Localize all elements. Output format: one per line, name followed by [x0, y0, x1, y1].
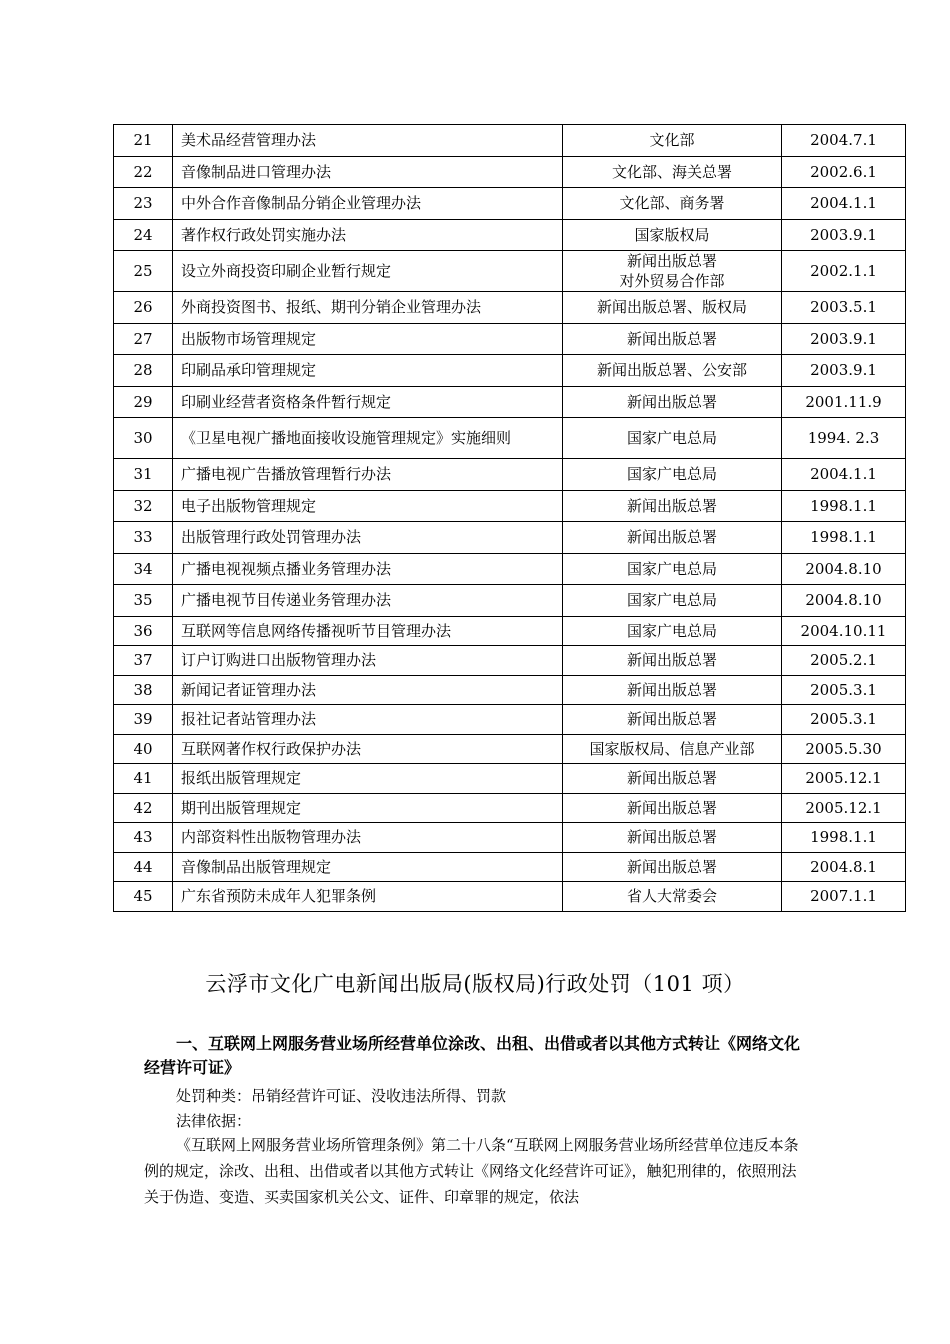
effective-date-cell: 1998.1.1 — [782, 823, 906, 853]
row-number-cell: 42 — [114, 793, 173, 823]
effective-date-cell: 2003.9.1 — [782, 355, 906, 387]
table-row — [114, 418, 906, 459]
table-row — [114, 323, 906, 355]
table-row — [114, 882, 906, 912]
issuing-department-cell: 文化部、商务署 — [563, 188, 782, 220]
table-row — [114, 459, 906, 491]
row-number-cell: 35 — [114, 585, 173, 617]
table-row — [114, 616, 906, 646]
table-row — [114, 156, 906, 188]
effective-date-cell: 2004.8.1 — [782, 852, 906, 882]
table-row — [114, 675, 906, 705]
regulation-name-cell: 期刊出版管理规定 — [173, 793, 563, 823]
row-number-cell: 30 — [114, 418, 173, 459]
regulation-name-cell: 出版管理行政处罚管理办法 — [173, 522, 563, 554]
legal-basis-text: 《互联网上网服务营业场所管理条例》第二十八条“互联网上网服务营业场所经营单位违反本条例的规定，涂改、出租、出借或者以其他方式转让《网络文化经营许可证》，触犯刑律的，依照刑法关于伪造、变造、买卖国家机关公文、证件、印章罪的规定，依法 — [144, 1136, 799, 1206]
issuing-department-cell: 新闻出版总署 — [563, 646, 782, 676]
regulation-name-cell: 内部资料性出版物管理办法 — [173, 823, 563, 853]
table-row — [114, 355, 906, 387]
issuing-department-cell: 新闻出版总署 — [563, 323, 782, 355]
table-row — [114, 705, 906, 735]
issuing-department-cell: 国家广电总局 — [563, 459, 782, 491]
row-number-cell: 45 — [114, 882, 173, 912]
table-row — [114, 292, 906, 324]
regulation-name-cell: 广东省预防未成年人犯罪条例 — [173, 882, 563, 912]
row-number-cell: 31 — [114, 459, 173, 491]
table-row — [114, 764, 906, 794]
regulation-name-cell: 音像制品出版管理规定 — [173, 852, 563, 882]
table-row — [114, 585, 906, 617]
effective-date-cell: 2002.1.1 — [782, 251, 906, 292]
table-row — [114, 734, 906, 764]
row-number-cell: 22 — [114, 156, 173, 188]
regulation-name-cell: 广播电视广告播放管理暂行办法 — [173, 459, 563, 491]
table-row — [114, 251, 906, 292]
row-number-cell: 24 — [114, 219, 173, 251]
effective-date-cell: 2004.10.11 — [782, 616, 906, 646]
row-number-cell: 43 — [114, 823, 173, 853]
issuing-department-cell: 国家广电总局 — [563, 418, 782, 459]
row-number-cell: 38 — [114, 675, 173, 705]
regulation-name-cell: 广播电视节目传递业务管理办法 — [173, 585, 563, 617]
effective-date-cell: 2004.1.1 — [782, 459, 906, 491]
effective-date-cell: 1994. 2.3 — [782, 418, 906, 459]
regulation-name-cell: 订户订购进口出版物管理办法 — [173, 646, 563, 676]
issuing-department-cell: 新闻出版总署、公安部 — [563, 355, 782, 387]
row-number-cell: 28 — [114, 355, 173, 387]
effective-date-cell: 1998.1.1 — [782, 522, 906, 554]
penalty-item-heading: 一、互联网上网服务营业场所经营单位涂改、出租、出借或者以其他方式转让《网络文化经营许可证》 — [144, 1034, 801, 1077]
regulation-name-cell: 著作权行政处罚实施办法 — [173, 219, 563, 251]
effective-date-cell: 2005.3.1 — [782, 705, 906, 735]
regulation-name-cell: 中外合作音像制品分销企业管理办法 — [173, 188, 563, 220]
table-row — [114, 852, 906, 882]
effective-date-cell: 2001.11.9 — [782, 386, 906, 418]
regulation-name-cell: 广播电视视频点播业务管理办法 — [173, 553, 563, 585]
table-row — [114, 553, 906, 585]
regulation-name-cell: 报社记者站管理办法 — [173, 705, 563, 735]
effective-date-cell: 2004.8.10 — [782, 585, 906, 617]
regulation-name-cell: 电子出版物管理规定 — [173, 490, 563, 522]
row-number-cell: 37 — [114, 646, 173, 676]
issuing-department-cell: 国家版权局、信息产业部 — [563, 734, 782, 764]
regulations-table — [113, 124, 906, 912]
regulation-name-cell: 美术品经营管理办法 — [173, 125, 563, 157]
issuing-department-cell: 新闻出版总署 — [563, 823, 782, 853]
issuing-department-cell: 新闻出版总署、版权局 — [563, 292, 782, 324]
issuing-department-cell: 国家广电总局 — [563, 553, 782, 585]
effective-date-cell: 2004.1.1 — [782, 188, 906, 220]
table-row — [114, 646, 906, 676]
legal-basis-label: 法律依据： — [176, 1112, 252, 1130]
issuing-department-cell: 新闻出版总署 — [563, 490, 782, 522]
row-number-cell: 26 — [114, 292, 173, 324]
regulation-name-cell: 出版物市场管理规定 — [173, 323, 563, 355]
table-row — [114, 219, 906, 251]
row-number-cell: 34 — [114, 553, 173, 585]
issuing-department-cell: 新闻出版总署 — [563, 675, 782, 705]
row-number-cell: 27 — [114, 323, 173, 355]
row-number-cell: 23 — [114, 188, 173, 220]
regulation-name-cell: 印刷业经营者资格条件暂行规定 — [173, 386, 563, 418]
effective-date-cell: 2003.9.1 — [782, 219, 906, 251]
row-number-cell: 41 — [114, 764, 173, 794]
effective-date-cell: 2002.6.1 — [782, 156, 906, 188]
issuing-department-cell: 新闻出版总署 — [563, 705, 782, 735]
effective-date-cell: 2007.1.1 — [782, 882, 906, 912]
table-row — [114, 125, 906, 157]
issuing-department-cell: 新闻出版总署 对外贸易合作部 — [563, 251, 782, 292]
effective-date-cell: 1998.1.1 — [782, 490, 906, 522]
effective-date-cell: 2005.2.1 — [782, 646, 906, 676]
effective-date-cell: 2003.9.1 — [782, 323, 906, 355]
issuing-department-cell: 新闻出版总署 — [563, 522, 782, 554]
regulation-name-cell: 外商投资图书、报纸、期刊分销企业管理办法 — [173, 292, 563, 324]
regulation-name-cell: 互联网著作权行政保护办法 — [173, 734, 563, 764]
issuing-department-cell: 省人大常委会 — [563, 882, 782, 912]
regulation-name-cell: 设立外商投资印刷企业暂行规定 — [173, 251, 563, 292]
table-row — [114, 522, 906, 554]
regulation-name-cell: 《卫星电视广播地面接收设施管理规定》实施细则 — [173, 418, 563, 459]
effective-date-cell: 2005.12.1 — [782, 764, 906, 794]
effective-date-cell: 2005.12.1 — [782, 793, 906, 823]
row-number-cell: 32 — [114, 490, 173, 522]
effective-date-cell: 2005.3.1 — [782, 675, 906, 705]
row-number-cell: 21 — [114, 125, 173, 157]
row-number-cell: 29 — [114, 386, 173, 418]
regulations-table-body — [114, 125, 906, 912]
issuing-department-cell: 国家广电总局 — [563, 585, 782, 617]
effective-date-cell: 2005.5.30 — [782, 734, 906, 764]
issuing-department-cell: 新闻出版总署 — [563, 764, 782, 794]
effective-date-cell: 2004.7.1 — [782, 125, 906, 157]
penalty-type: 处罚种类：吊销经营许可证、没收违法所得、罚款 — [176, 1087, 507, 1105]
regulation-name-cell: 报纸出版管理规定 — [173, 764, 563, 794]
regulation-name-cell: 新闻记者证管理办法 — [173, 675, 563, 705]
table-row — [114, 386, 906, 418]
regulation-name-cell: 印刷品承印管理规定 — [173, 355, 563, 387]
table-row — [114, 490, 906, 522]
issuing-department-cell: 文化部、海关总署 — [563, 156, 782, 188]
row-number-cell: 39 — [114, 705, 173, 735]
issuing-department-cell: 国家版权局 — [563, 219, 782, 251]
issuing-department-cell: 新闻出版总署 — [563, 793, 782, 823]
issuing-department-cell: 新闻出版总署 — [563, 386, 782, 418]
effective-date-cell: 2004.8.10 — [782, 553, 906, 585]
row-number-cell: 25 — [114, 251, 173, 292]
issuing-department-cell: 文化部 — [563, 125, 782, 157]
row-number-cell: 40 — [114, 734, 173, 764]
table-row — [114, 188, 906, 220]
row-number-cell: 44 — [114, 852, 173, 882]
issuing-department-cell: 新闻出版总署 — [563, 852, 782, 882]
regulation-name-cell: 互联网等信息网络传播视听节目管理办法 — [173, 616, 563, 646]
effective-date-cell: 2003.5.1 — [782, 292, 906, 324]
table-row — [114, 793, 906, 823]
row-number-cell: 36 — [114, 616, 173, 646]
section-title: 云浮市文化广电新闻出版局(版权局)行政处罚（101 项） — [205, 972, 745, 996]
regulation-name-cell: 音像制品进口管理办法 — [173, 156, 563, 188]
row-number-cell: 33 — [114, 522, 173, 554]
issuing-department-cell: 国家广电总局 — [563, 616, 782, 646]
table-row — [114, 823, 906, 853]
